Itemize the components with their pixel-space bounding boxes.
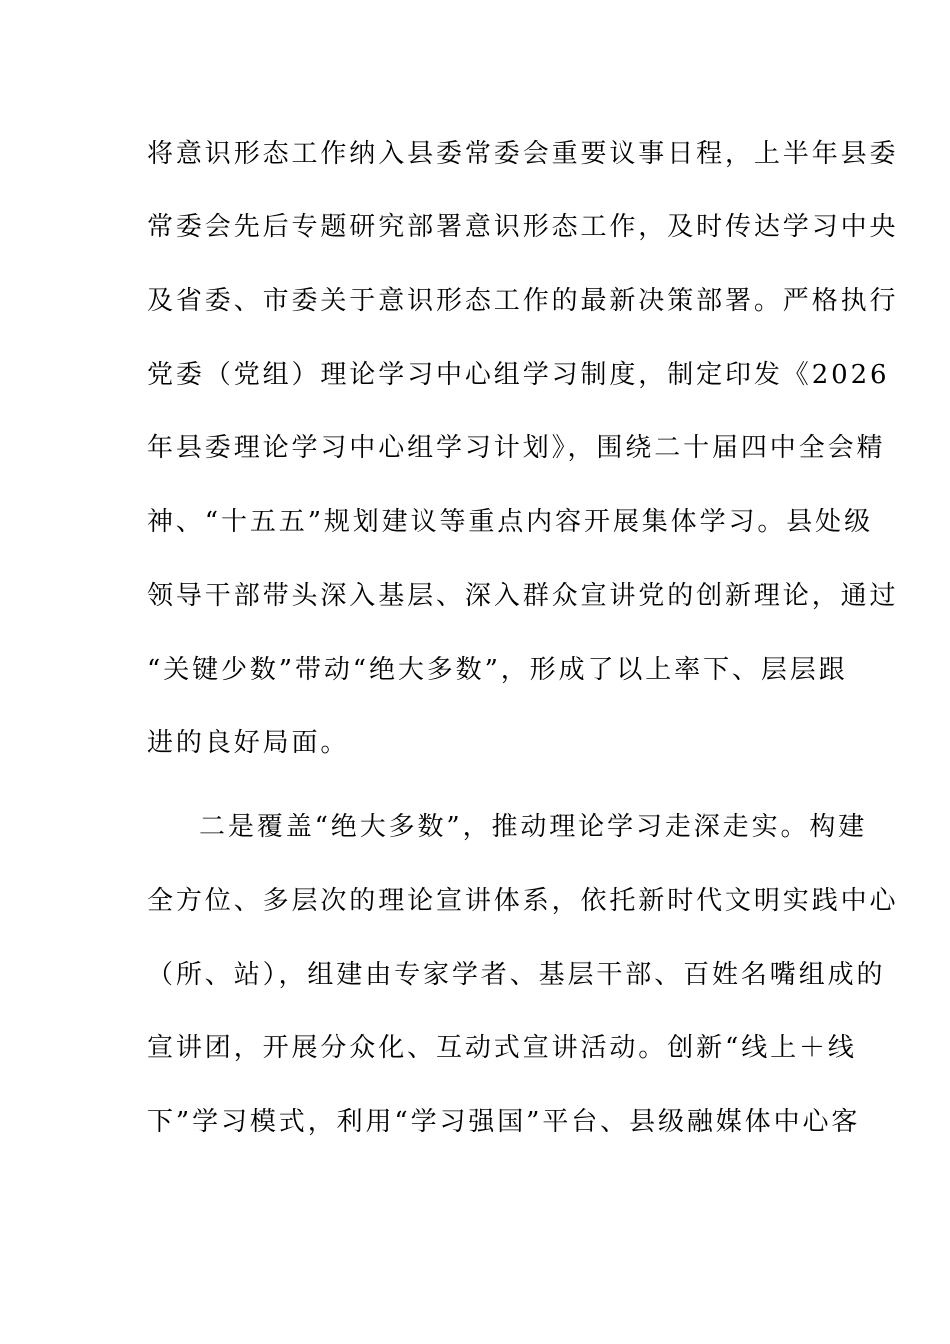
text-line: （所、站），组建由专家学者、基层干部、百姓名嘴组成的 [147, 960, 886, 990]
text-line: 将意识形态工作纳入县委常委会重要议事日程，上半年县委 [147, 139, 899, 169]
text-line: 神、“十五五”规划建议等重点内容开展集体学习。县处级 [147, 507, 873, 537]
text-line: 领导干部带头深入基层、深入群众宣讲党的创新理论，通过 [147, 581, 899, 611]
text-line: 常委会先后专题研究部署意识形态工作，及时传达学习中央 [147, 212, 899, 242]
paragraph-first-line: 二是覆盖“绝大多数”，推动理论学习走深走实。构建 [199, 812, 868, 842]
text-line: “关键少数”带动“绝大多数”，形成了以上率下、层层跟 [147, 655, 848, 685]
text-line: 下”学习模式，利用“学习强国”平台、县级融媒体中心客 [147, 1107, 861, 1137]
text-line: 年县委理论学习中心组学习计划》，围绕二十届四中全会精 [147, 433, 886, 463]
text-line: 进的良好局面。 [147, 728, 350, 758]
text-line: 及省委、市委关于意识形态工作的最新决策部署。严格执行 [147, 286, 899, 316]
text-line: 宣讲团，开展分众化、互动式宣讲活动。创新“线上＋线 [147, 1033, 857, 1063]
text-line: 全方位、多层次的理论宣讲体系，依托新时代文明实践中心 [147, 886, 899, 916]
text-line: 党委（党组）理论学习中心组学习制度，制定印发《2026 [147, 360, 890, 390]
